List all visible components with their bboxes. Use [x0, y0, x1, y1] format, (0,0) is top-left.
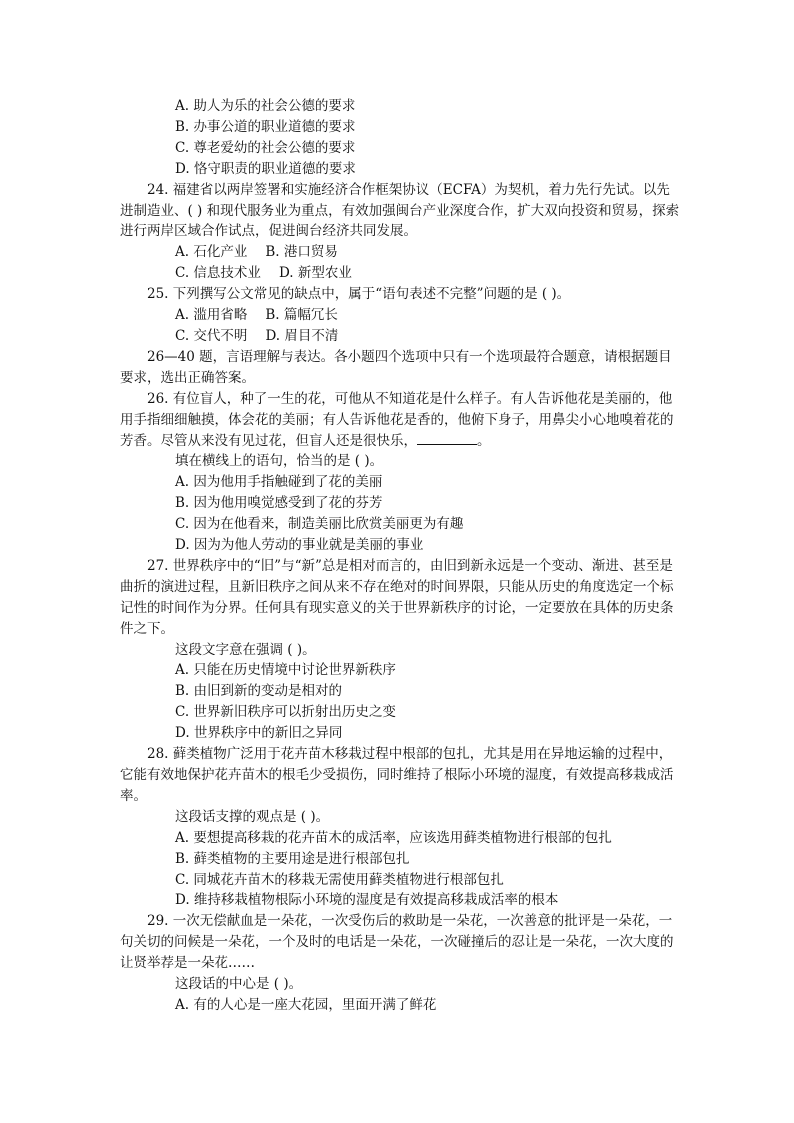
q26-option-d: D. 因为为他人劳动的事业就是美丽的事业 [175, 537, 424, 554]
q24-option-a: A. 石化产业 [175, 244, 248, 261]
q26-question: 填在横线上的语句，恰当的是 ( )。 [175, 453, 384, 470]
q24-option-d: D. 新型农业 [278, 265, 352, 282]
q26-blank [417, 432, 477, 445]
q27-option-b: B. 由旧到新的变动是相对的 [175, 683, 343, 700]
document-page [120, 96, 680, 1016]
q25-stem: 25. 下列撰写公文常见的缺点中，属于“语句表述不完整”问题的是 ( )。 [147, 286, 571, 303]
q23-option-d: D. 恪守职责的职业道德的要求 [175, 160, 356, 177]
q26-option-a: A. 因为他用手指触碰到了花的美丽 [175, 474, 383, 491]
q29-question: 这段话的中心是 ( )。 [175, 976, 303, 993]
q26-stem-end: 。 [477, 432, 491, 449]
q24-stem: 24. 福建省以两岸签署和实施经济合作框架协议（ECFA）为契机，着力先行先试。以先进制造业、( ) 和现代服务业为重点，有效加强闽台产业深度合作，扩大双向投资和贸易，探索进行两岸区域合作试点，促进闽台经济共同发展。 [120, 181, 680, 240]
q26-option-c: C. 因为在他看来，制造美丽比欣赏美丽更为有趣 [175, 516, 464, 533]
q29-stem: 29. 一次无偿献血是一朵花，一次受伤后的救助是一朵花，一次善意的批评是一朵花，一句关切的问候是一朵花，一个及时的电话是一朵花，一次碰撞后的忍让是一朵花，一次大度的让贤举荐是一朵花…… [120, 913, 674, 972]
q27-question: 这段文字意在强调 ( )。 [175, 641, 316, 658]
q28-option-d: D. 维持移栽植物根际小环境的湿度是有效提高移栽成活率的根本 [175, 892, 559, 909]
q25-option-d: D. 眉目不清 [265, 327, 339, 344]
q25-options-row1 [120, 305, 680, 326]
q27-option-a: A. 只能在历史情境中讨论世界新秩序 [175, 662, 396, 679]
q24-option-c: C. 信息技术业 [175, 265, 261, 282]
q23-option-c: C. 尊老爱幼的社会公德的要求 [175, 139, 356, 156]
section-note: 26—40 题，言语理解与表达。各小题四个选项中只有一个选项最符合题意，请根据题目要求，选出正确答案。 [120, 348, 672, 386]
q26-option-b: B. 因为他用嗅觉感受到了花的芬芳 [175, 495, 383, 512]
q24-options-row2 [120, 263, 680, 284]
q29-option-a: A. 有的人心是一座大花园，里面开满了鲜花 [175, 996, 437, 1013]
q24-option-b: B. 港口贸易 [265, 244, 338, 261]
q26-stem [120, 389, 680, 452]
q28-option-c: C. 同城花卉苗木的移栽无需使用藓类植物进行根部包扎 [175, 871, 504, 888]
q25-option-c: C. 交代不明 [175, 327, 248, 344]
q28-option-a: A. 要想提高移栽的花卉苗木的成活率，应该选用藓类植物进行根部的包扎 [175, 829, 612, 846]
q27-option-c: C. 世界新旧秩序可以折射出历史之变 [175, 704, 396, 721]
q25-options-row2 [120, 326, 680, 347]
q23-option-b: B. 办事公道的职业道德的要求 [175, 118, 356, 135]
q28-question: 这段话支撑的观点是 ( )。 [175, 808, 330, 825]
q25-option-b: B. 篇幅冗长 [265, 307, 338, 324]
q23-option-a: A. 助人为乐的社会公德的要求 [175, 98, 356, 114]
q27-stem: 27. 世界秩序中的“旧”与“新”总是相对而言的，由旧到新永远是一个变动、渐进、甚至是曲折的演进过程，且新旧秩序之间从来不存在绝对的时间界限，只能从历史的角度选定一个标记性的时间作为分界。任何具有现实意义的关于世界新秩序的讨论，一定要放在具体的历史条件之下。 [120, 557, 674, 637]
q26-stem-text: 26. 有位盲人，种了一生的花，可他从不知道花是什么样子。有人告诉他花是美丽的，他用手指细细触摸，体会花的美丽；有人告诉他花是香的，他俯下身子，用鼻尖小心地嗅着花的芳香。尽管从来没有见过花，但盲人还是很快乐， [120, 390, 674, 449]
q28-stem: 28. 藓类植物广泛用于花卉苗木移栽过程中根部的包扎，尤其是用在异地运输的过程中，它能有效地保护花卉苗木的根毛少受损伤，同时维持了根际小环境的湿度，有效提高移栽成活率。 [120, 746, 674, 804]
q25-option-a: A. 滥用省略 [175, 307, 248, 324]
q24-options-row1 [120, 242, 680, 263]
q28-option-b: B. 藓类植物的主要用途是进行根部包扎 [175, 850, 410, 867]
q27-option-d: D. 世界秩序中的新旧之异同 [175, 725, 343, 742]
